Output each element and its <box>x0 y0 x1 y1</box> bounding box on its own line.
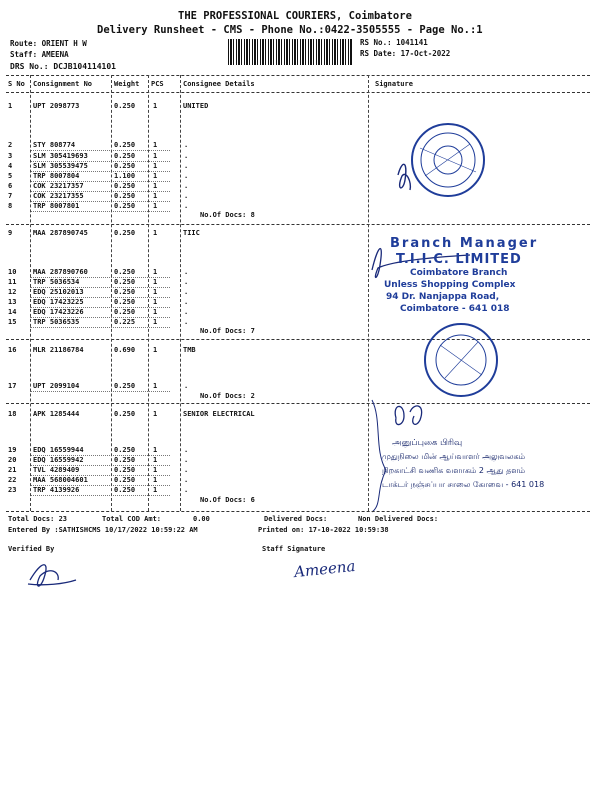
cell-pcs: 1 <box>153 162 158 170</box>
cell-pcs: 1 <box>153 382 158 390</box>
cell-pcs: 1 <box>153 318 158 326</box>
cell-pcs: 1 <box>153 486 158 494</box>
cell-det: . <box>184 318 189 326</box>
cell-pcs: 1 <box>153 466 158 474</box>
consignee-name: TMB <box>183 346 196 354</box>
cell-det: . <box>184 202 189 210</box>
cell-sno: 23 <box>8 486 17 494</box>
cell-pcs: 1 <box>153 278 158 286</box>
cell-wt: 0.250 <box>114 308 136 316</box>
cell-wt: 0.250 <box>114 152 136 160</box>
cell-sno: 22 <box>8 476 17 484</box>
rs-date: RS Date: 17-Oct-2022 <box>360 49 451 58</box>
senior-stamp-line2: முதுநிலை மின் ஆய்வாளர் அலுவலகம் <box>382 452 526 461</box>
cell-pcs: 1 <box>153 172 158 180</box>
cell-sno: 19 <box>8 446 17 454</box>
cell-sno: 12 <box>8 288 17 296</box>
tiic-stamp-line5: 94 Dr. Nanjappa Road, <box>386 292 500 302</box>
total-cod-label: Total COD Amt: <box>102 515 162 523</box>
col-signature: Signature <box>375 80 413 88</box>
col-weight: Weight <box>114 80 140 88</box>
cell-det: . <box>184 172 189 180</box>
cell-pcs: 1 <box>153 288 158 296</box>
cell-pcs: 1 <box>153 202 158 210</box>
tiic-stamp-line2: T.I.I.C. LIMITED <box>396 252 522 267</box>
cell-wt: 0.690 <box>114 346 136 354</box>
senior-signature <box>395 406 421 425</box>
united-signature <box>398 164 410 190</box>
col-sno: S No <box>8 80 25 88</box>
cell-cons: TRP 5036535 <box>33 318 80 326</box>
cell-cons: SLM 305539475 <box>33 162 88 170</box>
runsheet-title: Delivery Runsheet - CMS - Phone No.:0422-3505555 - Page No.:1 <box>97 24 483 36</box>
cell-det: . <box>184 446 189 454</box>
cell-sno: 14 <box>8 308 17 316</box>
cell-det: . <box>184 162 189 170</box>
cell-det: . <box>184 288 189 296</box>
cell-cons: MAA 568004601 <box>33 476 88 484</box>
company-name: THE PROFESSIONAL COURIERS, Coimbatore <box>178 10 412 22</box>
tiic-stamp-line3: Coimbatore Branch <box>410 268 508 278</box>
rs-number: RS No.: 1041141 <box>360 38 428 47</box>
cell-cons: TRP 8007801 <box>33 202 80 210</box>
delivered-docs: Delivered Docs: <box>264 515 328 523</box>
printed-on: Printed on: 17-10-2022 10:59:38 <box>258 526 389 534</box>
staff-signature-label: Staff Signature <box>262 545 326 553</box>
col-pcs: PCS <box>151 80 164 88</box>
cell-wt: 0.250 <box>114 288 136 296</box>
cell-det: . <box>184 476 189 484</box>
cell-pcs: 1 <box>153 192 158 200</box>
cell-sno: 2 <box>8 141 13 149</box>
cell-pcs: 1 <box>153 346 158 354</box>
cell-cons: COK 23217355 <box>33 192 84 200</box>
cell-sno: 20 <box>8 456 17 464</box>
cell-sno: 16 <box>8 346 17 354</box>
cell-cons: TRP 4139926 <box>33 486 80 494</box>
cell-cons: EDQ 17423226 <box>33 308 84 316</box>
footer-rule <box>6 511 590 512</box>
cell-wt: 0.250 <box>114 446 136 454</box>
cell-wt: 0.250 <box>114 192 136 200</box>
cell-cons: STY 808774 <box>33 141 76 149</box>
cell-cons: APK 1285444 <box>33 410 80 418</box>
cell-sno: 5 <box>8 172 13 180</box>
cell-wt: 0.250 <box>114 162 136 170</box>
cell-cons: TRP 8007804 <box>33 172 80 180</box>
docs-count: No.Of Docs: 6 <box>200 496 255 504</box>
cell-wt: 0.250 <box>114 229 136 237</box>
tiic-stamp-line6: Coimbatore - 641 018 <box>400 304 510 314</box>
cell-cons: EDQ 16559942 <box>33 456 84 464</box>
total-cod-value: 0.00 <box>193 515 210 523</box>
cell-wt: 0.250 <box>114 141 136 149</box>
cell-sno: 15 <box>8 318 17 326</box>
cell-det: . <box>184 268 189 276</box>
tiic-stamp-line1: Branch Manager <box>390 236 539 251</box>
col-consignment: Consignment No <box>33 80 93 88</box>
cell-sno: 7 <box>8 192 13 200</box>
cell-wt: 0.250 <box>114 278 136 286</box>
cell-wt: 0.250 <box>114 456 136 464</box>
senior-stamp-line4: டாக்டர் நஞ்சப்பா சாலை கோவை - 641 018 <box>382 480 545 489</box>
consignee-name: TIIC <box>183 229 200 237</box>
drs-number: DRS No.: DCJB104114101 <box>10 62 116 71</box>
cell-sno: 18 <box>8 410 17 418</box>
cell-pcs: 1 <box>153 476 158 484</box>
cell-sno: 17 <box>8 382 17 390</box>
cell-wt: 0.250 <box>114 298 136 306</box>
cell-det: . <box>184 308 189 316</box>
cell-det: . <box>184 152 189 160</box>
verified-signature <box>28 565 76 586</box>
cell-pcs: 1 <box>153 182 158 190</box>
cell-cons: MAA 287890760 <box>33 268 88 276</box>
cell-pcs: 1 <box>153 229 158 237</box>
cell-cons: EDQ 17423225 <box>33 298 84 306</box>
cell-cons: UPT 2098773 <box>33 102 80 110</box>
cell-wt: 0.250 <box>114 182 136 190</box>
cell-sno: 6 <box>8 182 13 190</box>
cell-wt: 0.250 <box>114 202 136 210</box>
entered-by: Entered By :SATHISHCMS 10/17/2022 10:59:22 AM <box>8 526 198 534</box>
verified-by-label: Verified By <box>8 545 55 553</box>
cell-pcs: 1 <box>153 446 158 454</box>
cell-det: . <box>184 486 189 494</box>
cell-det: . <box>184 182 189 190</box>
cell-wt: 0.250 <box>114 268 136 276</box>
tmb-stamp <box>425 324 497 396</box>
cell-sno: 10 <box>8 268 17 276</box>
cell-wt: 0.250 <box>114 466 136 474</box>
cell-sno: 9 <box>8 229 13 237</box>
col-consignee: Consignee Details <box>183 80 255 88</box>
cell-pcs: 1 <box>153 308 158 316</box>
cell-cons: TVL 4289409 <box>33 466 80 474</box>
cell-sno: 8 <box>8 202 13 210</box>
cell-cons: SLM 305419693 <box>33 152 88 160</box>
cell-sno: 3 <box>8 152 13 160</box>
cell-det: . <box>184 466 189 474</box>
cell-det: . <box>184 382 189 390</box>
cell-wt: 0.225 <box>114 318 136 326</box>
cell-cons: MLR 21186784 <box>33 346 84 354</box>
staff: Staff: AMEENA <box>10 50 69 59</box>
cell-wt: 0.250 <box>114 382 136 390</box>
total-docs: Total Docs: 23 <box>8 515 68 523</box>
cell-cons: MAA 287890745 <box>33 229 88 237</box>
cell-pcs: 1 <box>153 410 158 418</box>
cell-pcs: 1 <box>153 456 158 464</box>
cell-det: . <box>184 141 189 149</box>
senior-stamp-line3: நிறகாட்சி வணிக வளாகம் 2 ஆது தளம் <box>382 466 526 475</box>
cell-sno: 11 <box>8 278 17 286</box>
cell-cons: COK 23217357 <box>33 182 84 190</box>
non-delivered-docs: Non Delivered Docs: <box>358 515 439 523</box>
united-stamp <box>412 124 484 196</box>
cell-cons: UPT 2099104 <box>33 382 80 390</box>
cell-pcs: 1 <box>153 298 158 306</box>
cell-wt: 0.250 <box>114 476 136 484</box>
senior-stamp-line1: அனுப்புகை பிரிவு <box>392 438 463 448</box>
cell-sno: 13 <box>8 298 17 306</box>
cell-pcs: 1 <box>153 102 158 110</box>
cell-wt: 0.250 <box>114 102 136 110</box>
tiic-stamp-line4: Unless Shopping Complex <box>384 280 516 290</box>
consignee-name: SENIOR ELECTRICAL <box>183 410 255 418</box>
cell-det: . <box>184 298 189 306</box>
route: Route: ORIENT H W <box>10 39 87 48</box>
docs-count: No.Of Docs: 2 <box>200 392 255 400</box>
staff-signature-handwriting: Ameena <box>293 556 357 582</box>
docs-count: No.Of Docs: 7 <box>200 327 255 335</box>
cell-pcs: 1 <box>153 268 158 276</box>
cell-sno: 21 <box>8 466 17 474</box>
cell-det: . <box>184 456 189 464</box>
docs-count: No.Of Docs: 8 <box>200 211 255 219</box>
cell-pcs: 1 <box>153 141 158 149</box>
cell-cons: EDQ 25102013 <box>33 288 84 296</box>
cell-cons: EDQ 16559944 <box>33 446 84 454</box>
cell-wt: 1.100 <box>114 172 136 180</box>
cell-pcs: 1 <box>153 152 158 160</box>
cell-sno: 1 <box>8 102 13 110</box>
cell-cons: TRP 5036534 <box>33 278 80 286</box>
cell-wt: 0.250 <box>114 410 136 418</box>
consignee-name: UNITED <box>183 102 209 110</box>
cell-wt: 0.250 <box>114 486 136 494</box>
cell-sno: 4 <box>8 162 13 170</box>
cell-det: . <box>184 192 189 200</box>
cell-det: . <box>184 278 189 286</box>
